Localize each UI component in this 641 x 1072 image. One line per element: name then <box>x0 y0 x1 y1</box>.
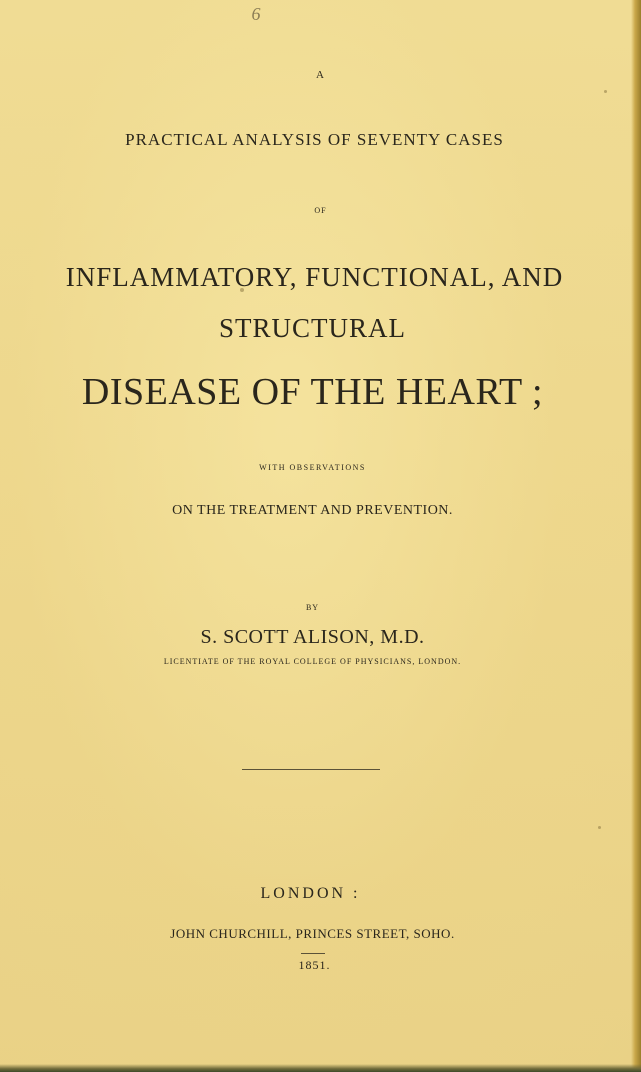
short-rule <box>301 953 325 954</box>
article-line: A <box>316 69 325 81</box>
foxing-spot <box>598 826 601 829</box>
title-line-1: INFLAMMATORY, FUNCTIONAL, AND <box>65 262 564 292</box>
main-title: DISEASE OF THE HEART ; <box>81 371 544 413</box>
subtitle-line: PRACTICAL ANALYSIS OF SEVENTY CASES <box>125 130 504 149</box>
divider-rule <box>242 769 380 770</box>
author-name: S. SCOTT ALISON, M.D. <box>200 626 425 648</box>
page-edge-bottom <box>0 1064 641 1072</box>
foxing-spot <box>604 90 607 93</box>
with-observations-line: WITH OBSERVATIONS <box>259 463 366 472</box>
imprint-publisher: JOHN CHURCHILL, PRINCES STREET, SOHO. <box>170 926 455 941</box>
author-credentials: LICENTIATE OF THE ROYAL COLLEGE OF PHYSICIANS, LONDON. <box>163 657 462 666</box>
by-line: BY <box>305 603 320 612</box>
imprint-place: LONDON : <box>260 885 361 902</box>
of-line: OF <box>314 206 327 215</box>
imprint-year: 1851. <box>298 958 331 972</box>
treatment-line: ON THE TREATMENT AND PREVENTION. <box>172 503 453 518</box>
pencil-mark: 6 <box>251 4 261 24</box>
title-line-2: STRUCTURAL <box>218 313 407 343</box>
page-edge-right <box>631 0 641 1072</box>
